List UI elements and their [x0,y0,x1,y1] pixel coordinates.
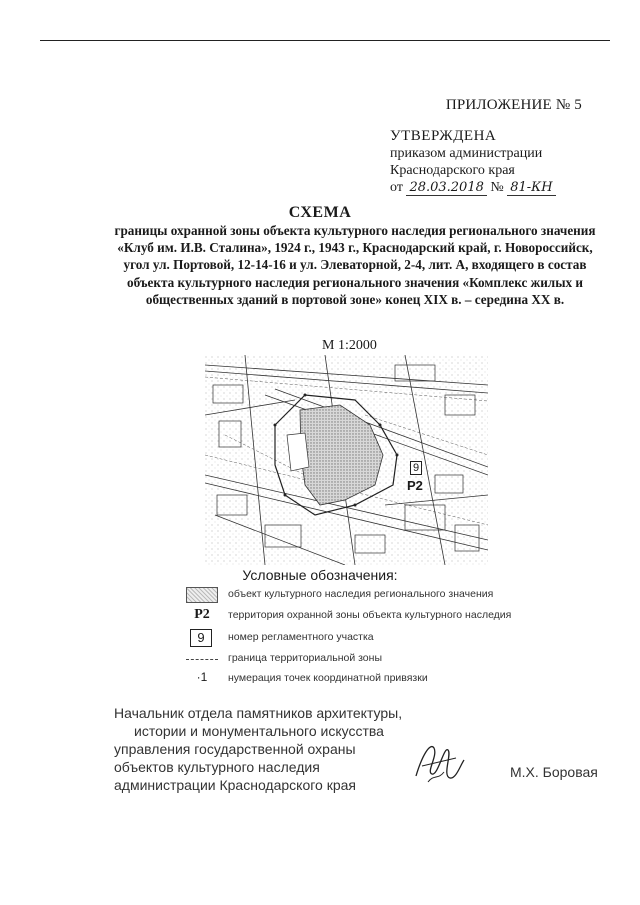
plot-number-symbol: 9 [190,629,212,647]
number-label: № [490,180,504,195]
schema-title: СХЕМА [288,204,352,221]
signer-name: М.Х. Боровая [510,764,598,780]
position-line-3: управления государственной охраны [114,741,356,757]
approved-heading: УТВЕРЖДЕНА [390,128,497,144]
plot-number-label: 9 [410,461,422,475]
zone-label: Р2 [407,478,423,493]
legend-item-heritage [180,586,600,606]
legend-item-protection-zone [180,607,600,627]
dashed-line-icon [186,659,218,660]
handwritten-number: 81-КН [507,181,555,196]
appendix-label: ПРИЛОЖЕНИЕ № 5 [445,97,582,113]
map-scale: М 1:2000 [322,338,377,353]
zone-symbol: Р2 [194,607,210,622]
top-rule [40,40,610,41]
site-map-drawing [205,355,488,565]
legend-title: Условные обозначения: [242,567,398,583]
legend-item-plot-number [180,629,600,649]
approval-block [390,128,556,196]
legend-item-zone-boundary [180,650,600,670]
site-map [205,355,488,565]
schema-description: границы охранной зоны объекта культурного наследия регионального значения «Клуб им. И.В. Сталина», 1924 г., 1943 г., Краснодарский край, г. Новороссийск, угол ул. Портовой, 12-14-16 и ул. Элеваторной, 2-4, лит. А, входящего в состав объекта культурного наследия регионального значения «Комплекс жилых и общественных зданий в портовой зоне» конец XIX в. – середина XX в. [114,223,596,307]
approval-line-2: Краснодарского края [390,163,515,178]
legend-item-coordinate-points [180,670,600,690]
position-line-2: истории и монументального искусства [134,723,384,739]
point-symbol: ·1 [196,670,208,684]
position-line-4: объектов культурного наследия [114,759,320,775]
hatch-swatch-icon [186,587,218,603]
legend-text: объект культурного наследия регионального значения [228,588,494,600]
position-line-5: администрации Краснодарского края [114,777,356,793]
legend-text: территория охранной зоны объекта культурного наследия [228,609,512,621]
approval-date-line [390,179,556,196]
position-line-1: Начальник отдела памятников архитектуры, [114,705,403,721]
legend-text: граница территориальной зоны [228,652,382,664]
legend-text: номер регламентного участка [228,631,374,643]
handwritten-signature [408,736,468,791]
legend-text: нумерация точек координатной привязки [228,672,428,684]
handwritten-date: 28.03.2018 [406,181,486,196]
signatory-position [114,704,402,794]
approval-line-1: приказом администрации [390,146,543,161]
from-label: от [390,180,403,195]
